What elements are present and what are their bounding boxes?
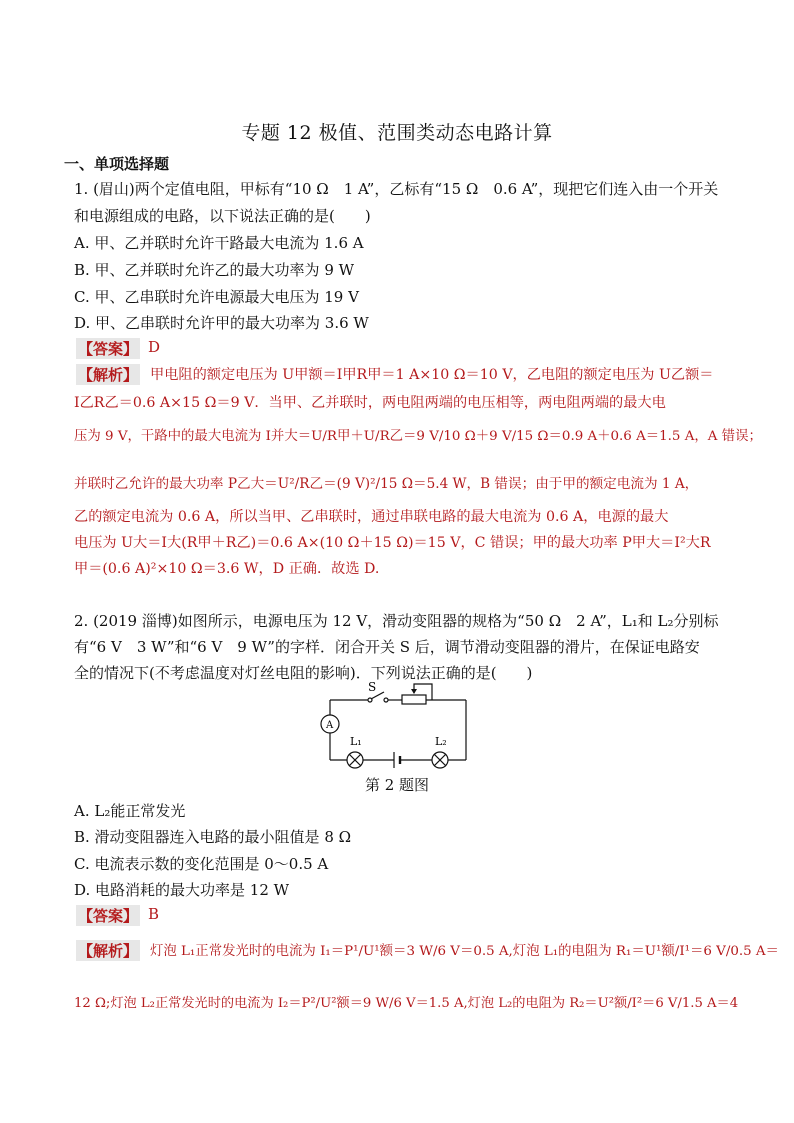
q1-stem-line-2: 和电源组成的电路，以下说法正确的是( ) (74, 207, 371, 225)
q2-option-a: A. L₂能正常发光 (74, 802, 186, 820)
lamp-2-label: L₂ (435, 735, 447, 748)
q2-stem-line-2: 有“6 V 3 W”和“6 V 9 W”的字样．闭合开关 S 后，调节滑动变阻器的滑片，在保证电路安 (74, 638, 700, 656)
q2-analysis-tag: 【解析】 (78, 942, 139, 960)
q2-analysis-line-1: 灯泡 L₁正常发光时的电流为 I₁＝P¹/U¹额＝3 W/6 V＝0.5 A,灯泡 L₁的电阻为 R₁＝U¹额/I¹＝6 V/0.5 A＝ (150, 944, 779, 959)
q1-option-d: D. 甲、乙串联时允许甲的最大功率为 3.6 W (74, 314, 369, 332)
q1-answer: D (148, 338, 161, 356)
q2-stem-line-3: 全的情况下(不考虑温度对灯丝电阻的影响)．下列说法正确的是( ) (74, 664, 533, 682)
q1-stem-line-1: 1. (眉山)两个定值电阻，甲标有“10 Ω 1 A”，乙标有“15 Ω 0.6 A”，现把它们连入由一个开关 (74, 180, 719, 198)
figure-caption: 第 2 题图 (364, 776, 430, 794)
q1-answer-tag: 【答案】 (78, 340, 139, 358)
q2-analysis-line-2: 12 Ω;灯泡 L₂正常发光时的电流为 I₂＝P²/U²额＝9 W/6 V＝1.5 A,灯泡 L₂的电阻为 R₂＝U²额/I²＝6 V/1.5 A＝4 (74, 996, 739, 1011)
page-title: 专题 12 极值、范围类动态电路计算 (241, 122, 553, 144)
q2-stem-line-1: 2. (2019 淄博)如图所示，电源电压为 12 V，滑动变阻器的规格为“50 Ω 2 A”，L₁和 L₂分别标 (74, 612, 719, 630)
q1-option-b: B. 甲、乙并联时允许乙的最大功率为 9 W (74, 261, 355, 279)
q1-analysis-line-2: I乙R乙＝0.6 A×15 Ω＝9 V．当甲、乙并联时，两电阻两端的电压相等，两电阻两端的最大电 (74, 395, 666, 411)
rheostat-slider-arrowhead (411, 689, 417, 694)
q1-analysis-line-4: 并联时乙允许的最大功率 P乙大＝U²/R乙＝(9 V)²/15 Ω＝5.4 W，B 错误；由于甲的额定电流为 1 A， (74, 476, 699, 492)
q1-option-a: A. 甲、乙并联时允许干路最大电流为 1.6 A (74, 234, 364, 252)
q1-analysis-line-1: 甲电阻的额定电压为 U甲额＝I甲R甲＝1 A×10 Ω＝10 V，乙电阻的额定电压为 U乙额＝ (150, 367, 714, 383)
q1-analysis-line-5: 乙的额定电流为 0.6 A，所以当甲、乙串联时，通过串联电路的最大电流为 0.6 A，电源的最大 (74, 509, 669, 525)
rheostat-slider (414, 684, 432, 700)
q2-option-d: D. 电路消耗的最大功率是 12 W (74, 881, 290, 899)
switch-contact-right (384, 698, 388, 702)
q1-analysis-line-6: 电压为 U大＝I大(R甲＋R乙)＝0.6 A×(10 Ω＋15 Ω)＝15 V，C 错误；甲的最大功率 P甲大＝I²大R (74, 535, 711, 551)
q2-option-b: B. 滑动变阻器连入电路的最小阻值是 8 Ω (74, 828, 352, 846)
q2-answer-tag: 【答案】 (78, 907, 139, 925)
q1-analysis-tag: 【解析】 (78, 366, 139, 384)
q1-option-c: C. 甲、乙串联时允许电源最大电压为 19 V (74, 288, 359, 306)
section-heading: 一、单项选择题 (64, 155, 170, 173)
lamp-1-label: L₁ (350, 735, 362, 748)
q2-option-c: C. 电流表示数的变化范围是 0～0.5 A (74, 855, 329, 873)
rheostat-body (402, 695, 426, 704)
q2-answer: B (148, 905, 160, 923)
switch-label: S (368, 680, 377, 694)
q1-analysis-line-7: 甲＝(0.6 A)²×10 Ω＝3.6 W，D 正确．故选 D. (74, 561, 380, 577)
ammeter-label: A (326, 720, 334, 731)
circuit-diagram (318, 678, 478, 774)
q1-analysis-line-3: 压为 9 V，干路中的最大电流为 I并大＝U/R甲＋U/R乙＝9 V/10 Ω＋9 V/15 Ω＝0.9 A＋0.6 A＝1.5 A，A 错误； (74, 429, 762, 444)
